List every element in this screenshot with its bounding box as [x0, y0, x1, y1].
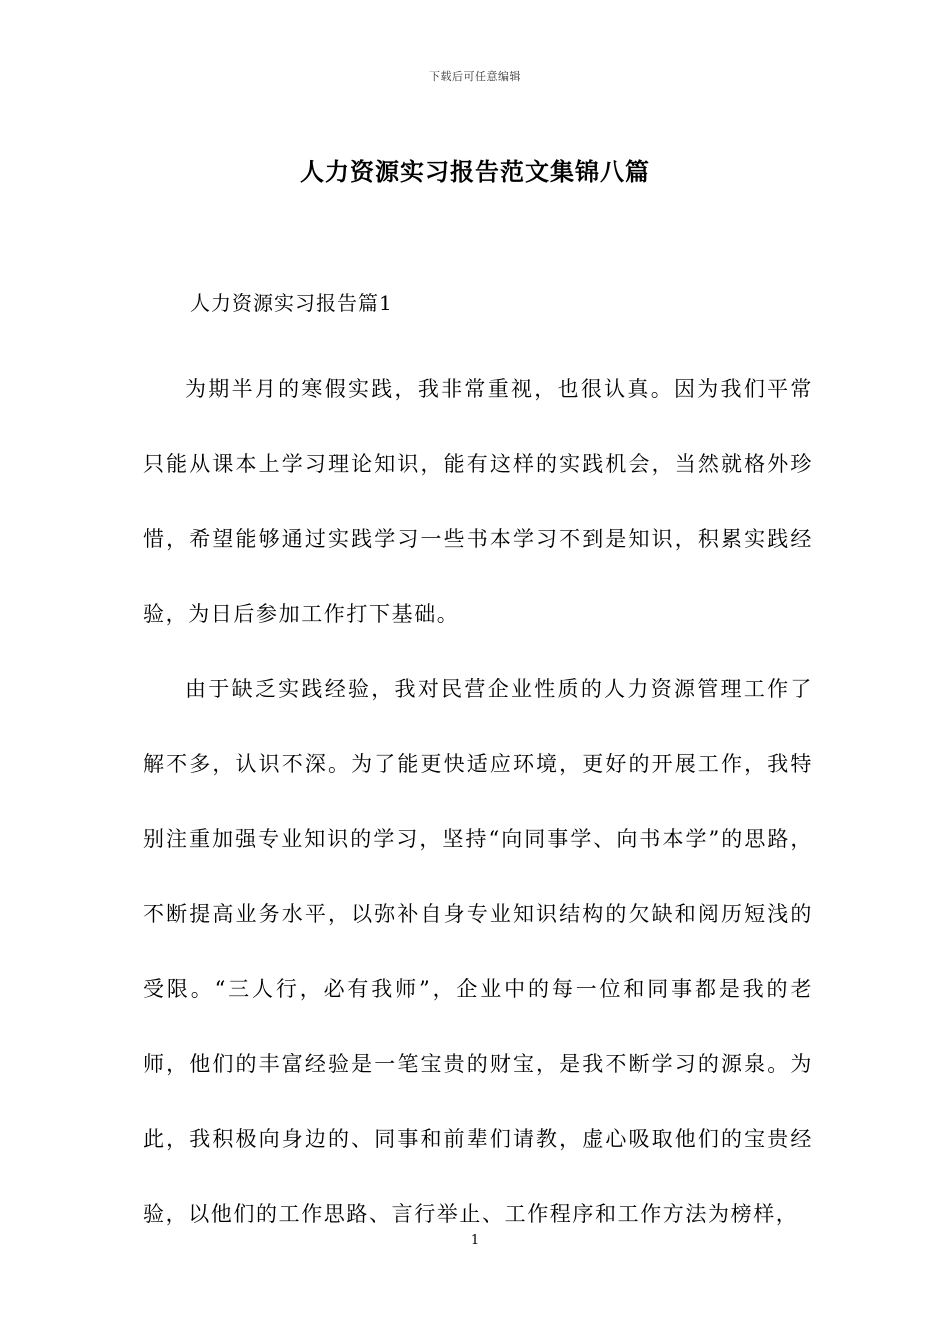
- page-number: 1: [470, 1233, 480, 1248]
- document-title: 人力资源实习报告范文集锦八篇: [300, 157, 650, 186]
- header-note: 下载后可任意编辑: [429, 70, 521, 83]
- paragraph: 为期半月的寒假实践，我非常重视，也很认真。因为我们平常只能从课本上学习理论知识，能有这样的实践机会，当然就格外珍惜，希望能够通过实践学习一些书本学习不到是知识，积累实践经验，为日后参加工作打下基础。: [143, 377, 813, 626]
- document-body: [143, 352, 813, 1252]
- section-heading: 人力资源实习报告篇1: [190, 291, 393, 315]
- paragraph: 由于缺乏实践经验，我对民营企业性质的人力资源管理工作了解不多，认识不深。为了能更快适应环境，更好的开展工作，我特别注重加强专业知识的学习，坚持“向同事学、向书本学”的思路，不断提高业务水平，以弥补自身专业知识结构的欠缺和阅历短浅的受限。“三人行，必有我师”，企业中的每一位和同事都是我的老师，他们的丰富经验是一笔宝贵的财宝，是我不断学习的源泉。为此，我积极向身边的、同事和前辈们请教，虚心吸取他们的宝贵经验，以他们的工作思路、言行举止、工作程序和工作方法为榜样，: [143, 677, 813, 1226]
